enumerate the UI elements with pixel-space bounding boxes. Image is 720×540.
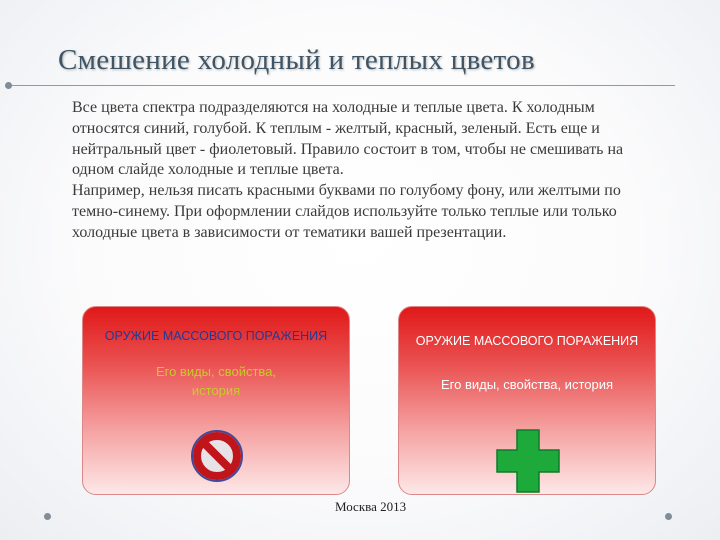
- bad-example-card: [82, 306, 350, 495]
- body-paragraph-1: Все цвета спектра подразделяются на холодные и теплые цвета. К холодным относятся синий, голубой. К теплым - желтый, красный, зеленый. Есть еще и нейтральный цвет - фиолетовый. Правило состоит в том, чтобы не смешивать на одном слайде холодные и теплые цвета.: [72, 99, 624, 179]
- title-divider: [10, 85, 675, 86]
- decorative-dot: [665, 513, 672, 520]
- medical-cross-icon: [496, 429, 560, 493]
- body-paragraph-2: Например, нельзя писать красными буквами по голубому фону, или желтыми по темно-синему. При оформлении слайдов используйте только теплые или только холодные цвета в зависимости от тематики вашей презентации.: [72, 182, 621, 241]
- slide-body-text: [72, 98, 632, 244]
- decorative-dot: [5, 82, 12, 89]
- slide-title: Смешение холодный и теплых цветов: [58, 44, 535, 76]
- good-example-card: [398, 306, 656, 495]
- slide-footer: Москва 2013: [335, 499, 407, 514]
- good-example-subtitle: Его виды, свойства, история: [440, 377, 614, 392]
- bad-example-subtitle: Его виды, свойства, история: [155, 364, 277, 398]
- prohibition-icon: [189, 428, 245, 484]
- bad-example-heading: ОРУЖИЕ МАССОВОГО ПОРАЖЕНИЯ: [104, 329, 328, 343]
- decorative-dot: [44, 513, 51, 520]
- good-example-heading: ОРУЖИЕ МАССОВОГО ПОРАЖЕНИЯ: [415, 334, 639, 348]
